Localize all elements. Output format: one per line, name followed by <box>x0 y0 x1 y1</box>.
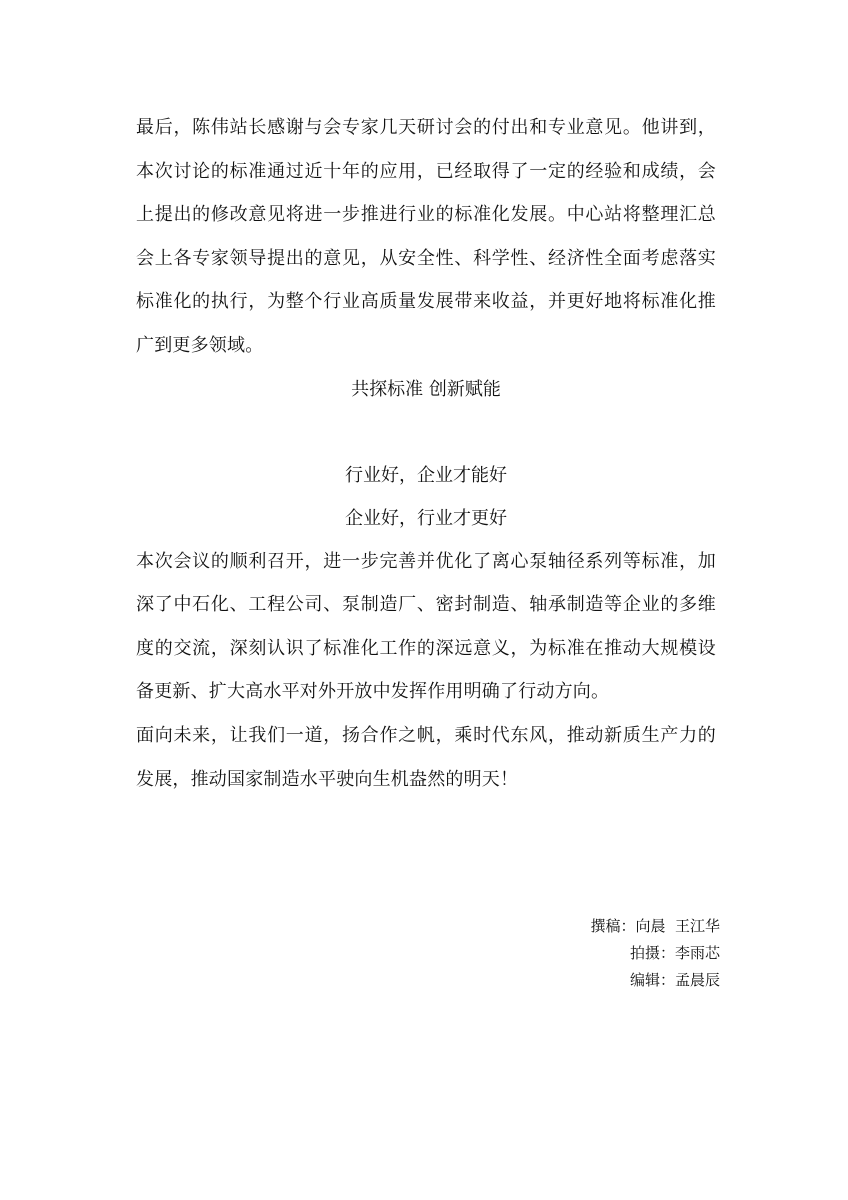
spacer <box>136 411 716 454</box>
paragraph-meeting-summary: 本次会议的顺利召开，进一步完善并优化了离心泵轴径系列等标准，加深了中石化、工程公司、泵制造厂、密封制造、轴承制造等企业的多维度的交流，深刻认识了标准化工作的深远意义，为标准在推动大规模设备更新、扩大高水平对外开放中发挥作用明确了行动方向。 <box>136 550 716 703</box>
credit-editor: 编辑：孟晨辰 <box>629 971 720 989</box>
paragraph-future-outlook: 面向未来，让我们一道，扬合作之帆，乘时代东风，推动新质生产力的发展，推动国家制造水平驶向生机盎然的明天！ <box>136 724 716 790</box>
credit-writer: 撰稿：向晨 王江华 <box>590 917 720 935</box>
slogan-line-2: 企业好，行业才更好 <box>345 507 507 529</box>
paragraph-closing-remarks: 最后，陈伟站长感谢与会专家几天研讨会的付出和专业意见。他讲到，本次讨论的标准通过近十年的应用，已经取得了一定的经验和成绩，会上提出的修改意见将进一步推进行业的标准化发展。中心站将整理汇总会上各专家领导提出的意见，从安全性、科学性、经济性全面考虑落实标准化的执行，为整个行业高质量发展带来收益，并更好地将标准化推广到更多领域。 <box>136 117 716 356</box>
section-heading: 共探标准 创新赋能 <box>351 378 501 400</box>
article-body <box>136 106 716 801</box>
slogan-line-1: 行业好，企业才能好 <box>345 464 507 486</box>
credit-photographer: 拍摄：李雨芯 <box>629 944 720 962</box>
credits-block <box>590 913 720 994</box>
